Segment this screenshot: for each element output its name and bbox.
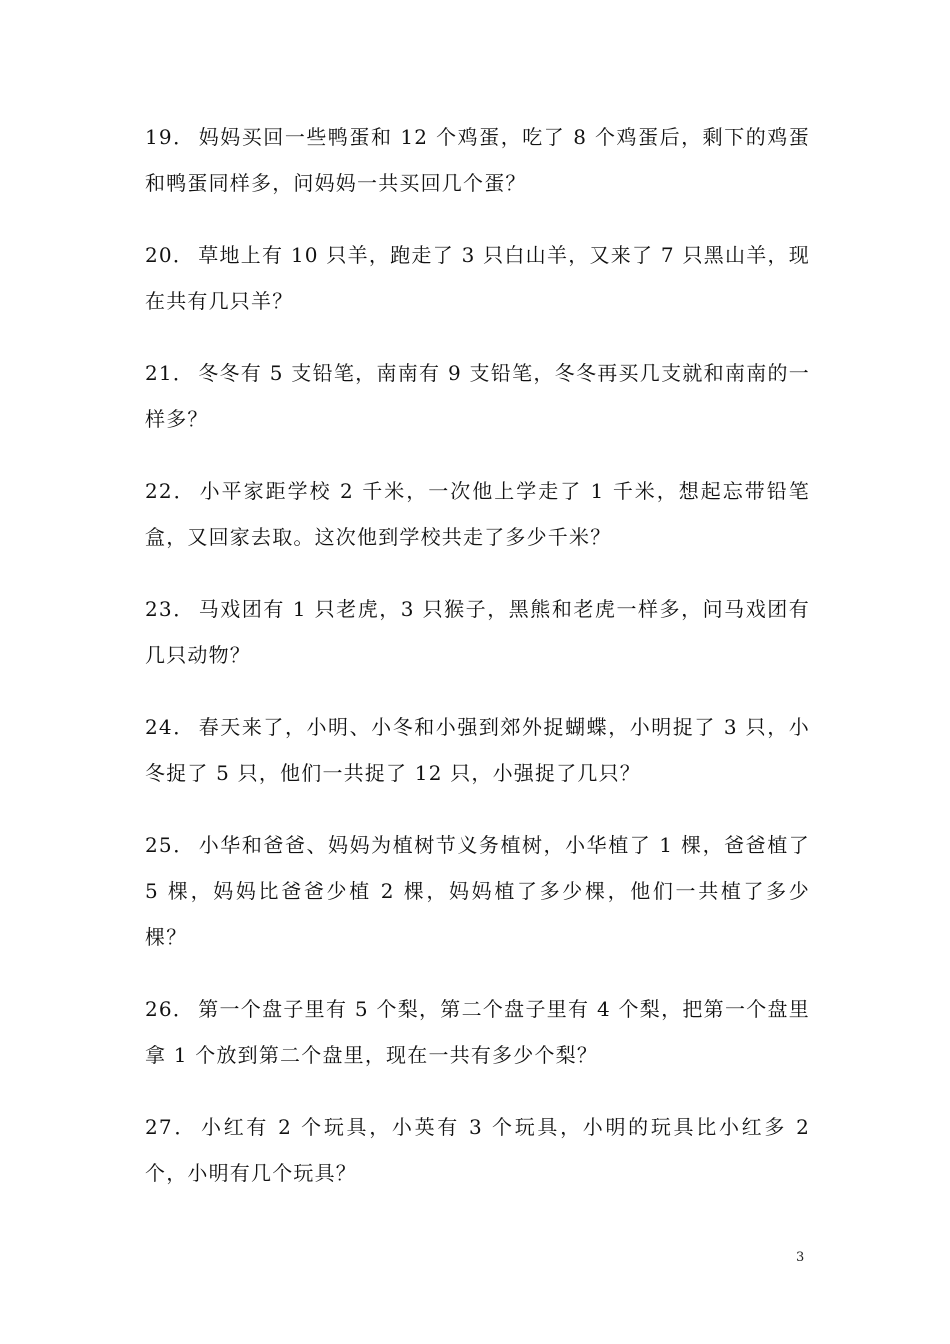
problem-25 bbox=[145, 822, 810, 960]
problem-text: 春天来了，小明、小冬和小强到郊外捉蝴蝶，小明捉了 3 只，小冬捉了 5 只，他们一共捉了 12 只，小强捉了几只？ bbox=[145, 715, 810, 785]
problem-21 bbox=[145, 350, 810, 442]
problem-19 bbox=[145, 114, 810, 206]
problem-number: 21． bbox=[145, 361, 195, 385]
problem-27 bbox=[145, 1104, 810, 1196]
problem-number: 27． bbox=[145, 1115, 198, 1139]
problem-20 bbox=[145, 232, 810, 324]
problem-number: 20． bbox=[145, 243, 195, 267]
problem-text: 妈妈买回一些鸭蛋和 12 个鸡蛋，吃了 8 个鸡蛋后，剩下的鸡蛋和鸭蛋同样多，问妈妈一共买回几个蛋？ bbox=[145, 125, 810, 195]
page-number: 3 bbox=[796, 1250, 805, 1265]
problem-number: 19． bbox=[145, 125, 195, 149]
problem-number: 25． bbox=[145, 833, 195, 857]
problem-24 bbox=[145, 704, 810, 796]
problem-list bbox=[145, 114, 810, 1222]
problem-number: 23． bbox=[145, 597, 195, 621]
problem-22 bbox=[145, 468, 810, 560]
problem-number: 24． bbox=[145, 715, 195, 739]
problem-number: 22． bbox=[145, 479, 196, 503]
problem-text: 小华和爸爸、妈妈为植树节义务植树，小华植了 1 棵，爸爸植了 5 棵，妈妈比爸爸少植 2 棵，妈妈植了多少棵，他们一共植了多少棵？ bbox=[145, 833, 810, 949]
problem-text: 草地上有 10 只羊，跑走了 3 只白山羊，又来了 7 只黑山羊，现在共有几只羊？ bbox=[145, 243, 810, 313]
problem-text: 第一个盘子里有 5 个梨，第二个盘子里有 4 个梨，把第一个盘里拿 1 个放到第二个盘里，现在一共有多少个梨？ bbox=[145, 997, 810, 1067]
problem-number: 26． bbox=[145, 997, 195, 1021]
problem-text: 小平家距学校 2 千米，一次他上学走了 1 千米，想起忘带铅笔盒，又回家去取。这次他到学校共走了多少千米？ bbox=[145, 479, 810, 549]
problem-text: 小红有 2 个玩具，小英有 3 个玩具，小明的玩具比小红多 2 个，小明有几个玩具？ bbox=[145, 1115, 810, 1185]
problem-26 bbox=[145, 986, 810, 1078]
problem-23 bbox=[145, 586, 810, 678]
problem-text: 冬冬有 5 支铅笔，南南有 9 支铅笔，冬冬再买几支就和南南的一样多？ bbox=[145, 361, 810, 431]
problem-text: 马戏团有 1 只老虎，3 只猴子，黑熊和老虎一样多，问马戏团有几只动物？ bbox=[145, 597, 810, 667]
